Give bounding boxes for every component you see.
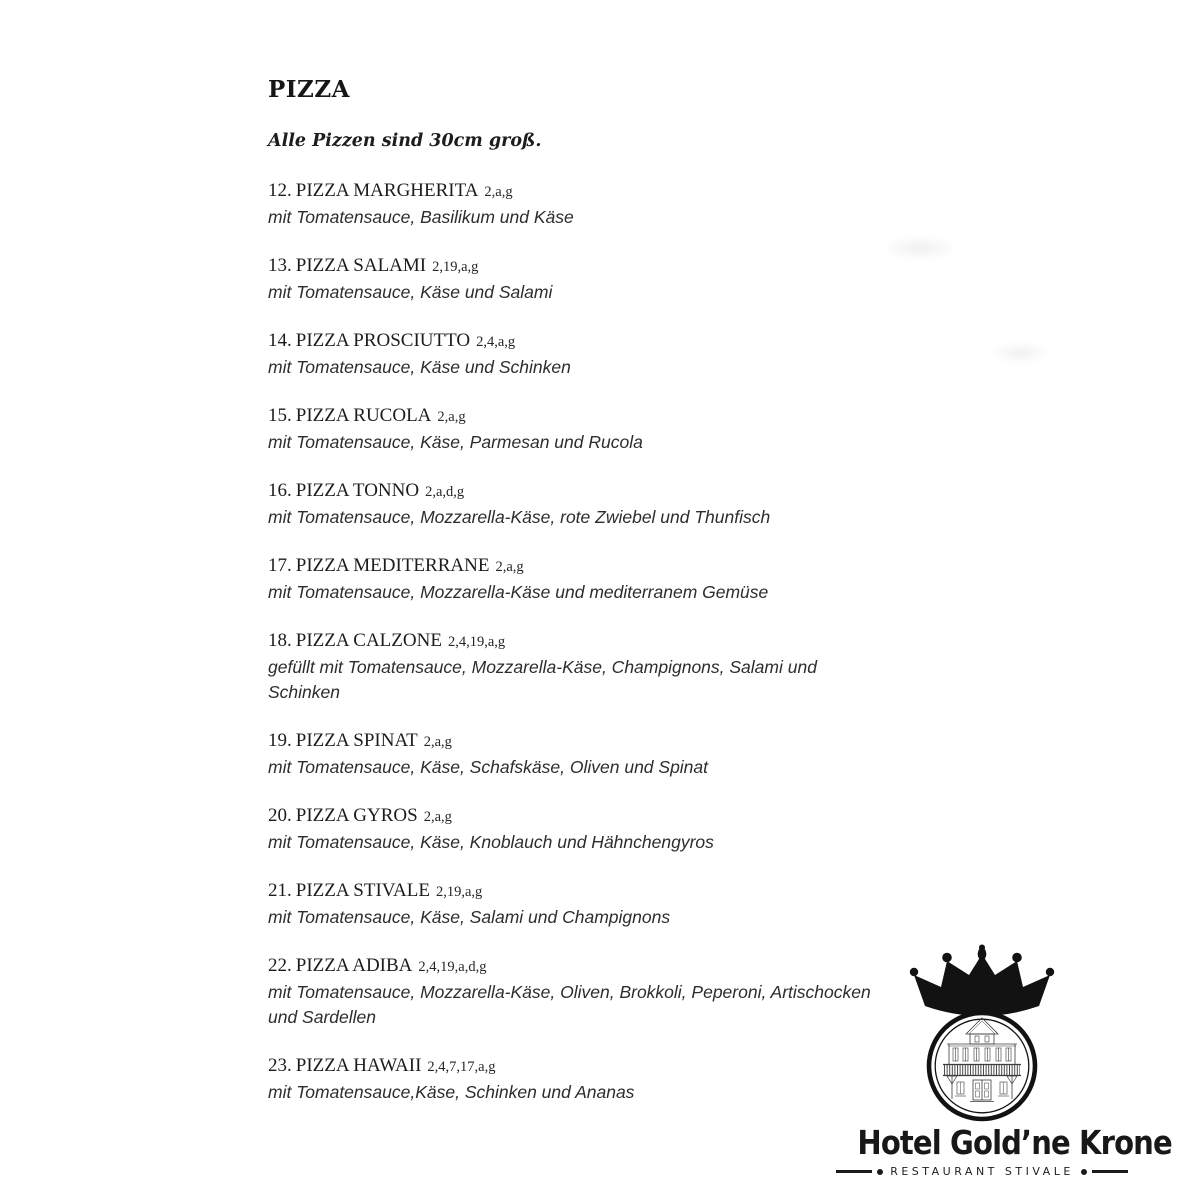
- hotel-logo: [836, 944, 1172, 1178]
- menu-item-allergens: 2,4,7,17,a,g: [427, 1059, 496, 1075]
- menu-item-name: PIZZA ADIBA: [295, 955, 413, 976]
- menu-item-allergens: 2,a,g: [437, 409, 466, 425]
- menu-item-description: gefüllt mit Tomatensauce, Mozzarella-Käse, Champignons, Salami und Schinken: [268, 657, 817, 702]
- logo-emblem: [907, 944, 1057, 1122]
- logo-tagline: [836, 1165, 1128, 1178]
- menu-item-title: [268, 253, 893, 280]
- tagline-dot-right: [1081, 1169, 1087, 1175]
- tagline-rule-right: [1092, 1170, 1128, 1173]
- menu-item-allergens: 2,a,g: [495, 559, 524, 575]
- menu-item-title: [268, 178, 893, 205]
- menu-item-name: PIZZA SPINAT: [295, 730, 418, 751]
- menu-item-allergens: 2,a,g: [484, 184, 513, 200]
- menu-item-description: mit Tomatensauce, Käse und Salami: [268, 282, 553, 302]
- menu-item-number: 22.: [268, 955, 292, 976]
- menu-item-number: 19.: [268, 730, 292, 751]
- menu-item-allergens: 2,19,a,g: [435, 884, 483, 900]
- menu-item-description: mit Tomatensauce, Mozzarella-Käse, Oliven, Brokkoli, Peperoni, Artischocken und Sardellen: [268, 982, 871, 1027]
- menu-item-title: [268, 1053, 893, 1080]
- menu-column: [268, 76, 893, 1128]
- menu-item-description: mit Tomatensauce, Käse und Schinken: [268, 357, 571, 377]
- menu-item: [268, 953, 893, 1030]
- crown-icon: [910, 945, 1054, 1017]
- menu-item: [268, 803, 893, 855]
- menu-item-name: PIZZA SALAMI: [295, 255, 427, 276]
- menu-item-name: PIZZA MEDITERRANE: [295, 555, 490, 576]
- menu-item: [268, 403, 893, 455]
- menu-item-name: PIZZA PROSCIUTTO: [295, 330, 471, 351]
- menu-item-allergens: 2,a,g: [423, 809, 452, 825]
- menu-item-allergens: 2,a,d,g: [425, 484, 465, 500]
- menu-item-number: 17.: [268, 555, 292, 576]
- menu-item-allergens: 2,4,19,a,d,g: [418, 959, 487, 975]
- menu-item: [268, 1053, 893, 1105]
- menu-item-allergens: 2,4,19,a,g: [447, 634, 506, 650]
- menu-item-description: mit Tomatensauce, Käse, Schafskäse, Oliven und Spinat: [268, 757, 709, 777]
- menu-item: [268, 728, 893, 780]
- menu-item-description: mit Tomatensauce, Käse, Knoblauch und Hähnchengyros: [268, 832, 714, 852]
- scan-artifact: [990, 342, 1050, 364]
- menu-item: [268, 628, 893, 705]
- tagline-text: RESTAURANT STIVALE: [890, 1165, 1074, 1178]
- menu-item-number: 13.: [268, 255, 292, 276]
- menu-item-title: [268, 803, 893, 830]
- menu-item-name: PIZZA STIVALE: [295, 880, 430, 901]
- menu-item-name: PIZZA GYROS: [295, 805, 418, 826]
- menu-item-number: 14.: [268, 330, 292, 351]
- menu-item: [268, 253, 893, 305]
- menu-item-title: [268, 628, 893, 655]
- hotel-name: Hotel Gold’ne Krone: [857, 1123, 1172, 1162]
- menu-item-name: PIZZA RUCOLA: [295, 405, 432, 426]
- menu-heading: PIZZA: [268, 76, 350, 103]
- menu-item-description: mit Tomatensauce, Mozzarella-Käse, rote Zwiebel und Thunfisch: [268, 507, 771, 527]
- menu-item-title: [268, 553, 893, 580]
- tagline-rule-left: [836, 1170, 872, 1173]
- menu-item-number: 18.: [268, 630, 292, 651]
- menu-item-allergens: 2,4,a,g: [476, 334, 516, 350]
- menu-item-title: [268, 478, 893, 505]
- menu-item-title: [268, 328, 893, 355]
- menu-item-description: mit Tomatensauce,Käse, Schinken und Ananas: [268, 1082, 635, 1102]
- tagline-dot-left: [877, 1169, 883, 1175]
- menu-item-name: PIZZA TONNO: [295, 480, 420, 501]
- menu-item-title: [268, 953, 893, 980]
- menu-item: [268, 178, 893, 230]
- menu-item-name: PIZZA CALZONE: [295, 630, 442, 651]
- menu-item-allergens: 2,a,g: [423, 734, 452, 750]
- menu-item: [268, 878, 893, 930]
- menu-item-title: [268, 878, 893, 905]
- menu-item-allergens: 2,19,a,g: [432, 259, 479, 275]
- menu-item-name: PIZZA HAWAII: [295, 1055, 422, 1076]
- menu-subheading: Alle Pizzen sind 30cm groß.: [268, 131, 542, 151]
- menu-item: [268, 553, 893, 605]
- menu-item-number: 23.: [268, 1055, 292, 1076]
- menu-item-number: 20.: [268, 805, 292, 826]
- menu-item: [268, 478, 893, 530]
- menu-item-description: mit Tomatensauce, Mozzarella-Käse und mediterranem Gemüse: [268, 582, 769, 602]
- menu-item-description: mit Tomatensauce, Käse, Salami und Champignons: [268, 907, 671, 927]
- menu-item-number: 12.: [268, 180, 292, 201]
- menu-item-title: [268, 728, 893, 755]
- menu-item-title: [268, 403, 893, 430]
- menu-list: [268, 178, 893, 1105]
- menu-item-number: 15.: [268, 405, 292, 426]
- menu-item-number: 16.: [268, 480, 292, 501]
- menu-item-description: mit Tomatensauce, Basilikum und Käse: [268, 207, 574, 227]
- menu-item-name: PIZZA MARGHERITA: [295, 180, 479, 201]
- menu-item: [268, 328, 893, 380]
- menu-item-description: mit Tomatensauce, Käse, Parmesan und Rucola: [268, 432, 643, 452]
- menu-item-number: 21.: [268, 880, 292, 901]
